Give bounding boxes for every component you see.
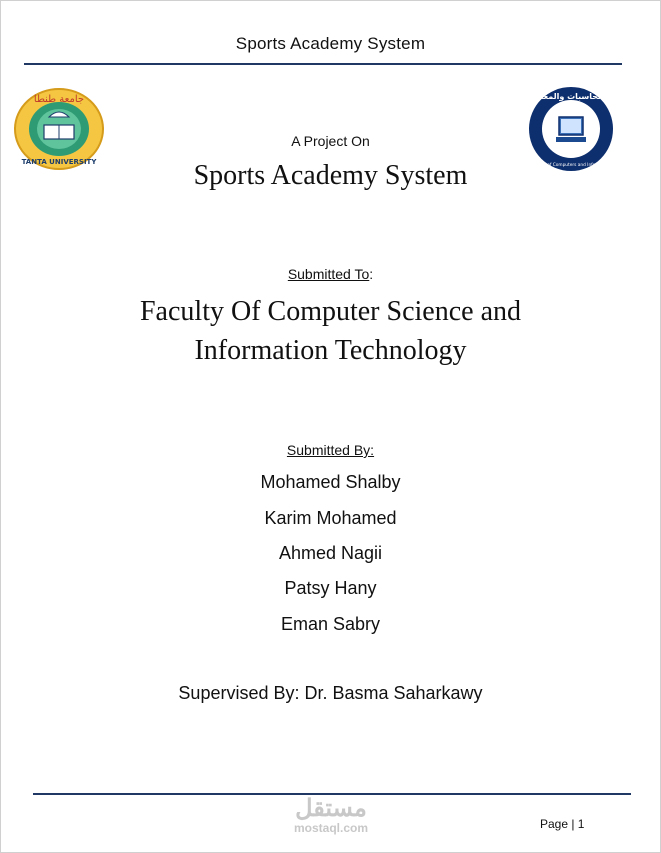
faculty-name-line-2: Information Technology <box>194 335 467 366</box>
submitted-by-text: Submitted By: <box>286 442 375 458</box>
submitted-to-text: Submitted To <box>287 266 370 282</box>
submitted-to-label <box>0 266 661 282</box>
logo-arabic-text: جامعة طنطا <box>33 94 85 105</box>
project-intro: A Project On <box>291 133 370 149</box>
header-rule <box>24 63 622 65</box>
page-number: Page | 1 <box>540 817 585 831</box>
supervisor-line: Supervised By: Dr. Basma Saharkawy <box>178 683 483 703</box>
project-title: Sports Academy System <box>193 160 468 191</box>
watermark-latin: mostaql.com <box>293 821 368 835</box>
faculty-logo-arabic-text: كلية الحاسبات والمعلومات <box>519 92 623 101</box>
tanta-university-logo <box>13 87 105 171</box>
team-member: Eman Sabry <box>280 614 381 634</box>
watermark-arabic: مستقل <box>295 795 367 822</box>
team-member: Mohamed Shalby <box>260 472 401 492</box>
team-member: Ahmed Nagii <box>278 543 383 563</box>
submitted-by-label <box>0 442 661 458</box>
team-member: Karim Mohamed <box>264 508 397 528</box>
submitted-to-colon: : <box>369 266 374 282</box>
faculty-logo-latin-text: Faculty of Computers and Informatics <box>530 163 612 168</box>
mostaql-watermark <box>281 797 381 835</box>
team-member: Patsy Hany <box>284 578 377 598</box>
logo-latin-text: TANTA UNIVERSITY <box>21 158 97 166</box>
faculty-name-line-1: Faculty Of Computer Science and <box>139 296 521 327</box>
page-header-title: Sports Academy System <box>235 34 426 53</box>
